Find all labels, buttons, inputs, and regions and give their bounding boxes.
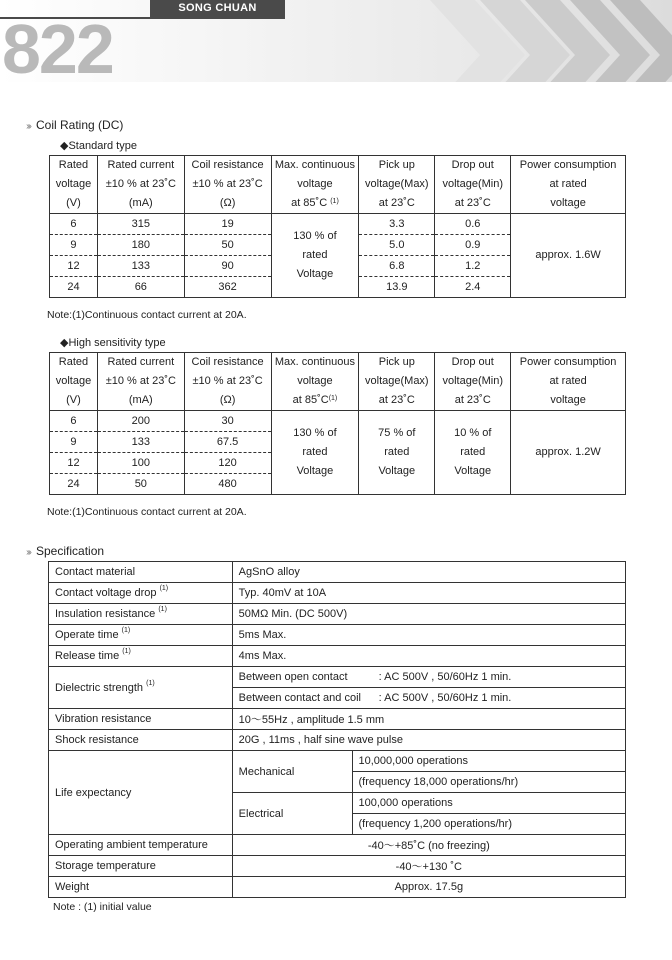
drop-out-cell: 2.4 [435, 277, 511, 298]
pick-up-cell: 75 % of rated Voltage [359, 411, 435, 495]
pick-up-header: Pick up voltage(Max) at 23˚C [359, 156, 435, 214]
power-consumption-header: Power consumption at rated voltage [511, 353, 626, 411]
spec-value: 10～55Hz , amplitude 1.5 mm [232, 709, 625, 730]
spec-label: Operate time $^{(1)}$ [49, 625, 233, 646]
current-cell: 315 [97, 214, 184, 235]
table-row [49, 562, 626, 583]
standard-note: Note:(1)Continuous contact current at 20A. [47, 309, 247, 321]
voltage-cell: 24 [50, 277, 98, 298]
drop-out-cell: 0.9 [435, 235, 511, 256]
voltage-cell: 9 [50, 235, 98, 256]
double-chevron-icon: ››› [26, 547, 30, 558]
spec-label: Dielectric strength $^{(1)}$ [49, 667, 233, 709]
drop-out-header: Drop out voltage(Min) at 23˚C [435, 353, 511, 411]
table-row [49, 646, 626, 667]
spec-value: Between open contact : AC 500V , 50/60Hz 1 min. [232, 667, 625, 688]
spec-label: Release time $^{(1)}$ [49, 646, 233, 667]
pick-up-header: Pick up voltage(Max) at 23˚C [359, 353, 435, 411]
drop-out-cell: 0.6 [435, 214, 511, 235]
voltage-cell: 12 [50, 256, 98, 277]
rated-voltage-header: Rated voltage (V) [50, 353, 98, 411]
voltage-cell: 6 [50, 411, 98, 432]
life-sub-label: Mechanical [232, 751, 352, 793]
spec-value: 5ms Max. [232, 625, 625, 646]
resistance-cell: 120 [184, 453, 271, 474]
model-number: 822 [2, 10, 113, 82]
table-header-row [50, 353, 626, 411]
coil-rating-heading [26, 118, 123, 132]
current-cell: 50 [97, 474, 184, 495]
high-sensitivity-coil-table [49, 352, 626, 495]
table-header-row [50, 156, 626, 214]
high-sensitivity-title: ◆High sensitivity type [60, 337, 166, 349]
current-cell: 133 [97, 256, 184, 277]
high-sensitivity-note: Note:(1)Continuous contact current at 20A. [47, 506, 247, 518]
coil-resistance-header: Coil resistance ±10 % at 23˚C (Ω) [184, 353, 271, 411]
table-row [49, 625, 626, 646]
current-cell: 133 [97, 432, 184, 453]
spec-label: Weight [49, 877, 233, 898]
spec-value: 50MΩ Min. (DC 500V) [232, 604, 625, 625]
spec-label: Contact material [49, 562, 233, 583]
current-cell: 180 [97, 235, 184, 256]
specification-table [48, 561, 626, 898]
resistance-cell: 480 [184, 474, 271, 495]
spec-label: Contact voltage drop $^{(1)}$ [49, 583, 233, 604]
spec-value: Between contact and coil : AC 500V , 50/60Hz 1 min. [232, 688, 625, 709]
voltage-cell: 12 [50, 453, 98, 474]
spec-value: Typ. 40mV at 10A [232, 583, 625, 604]
specification-heading [26, 544, 104, 558]
table-row [49, 856, 626, 877]
table-row [49, 709, 626, 730]
spec-value: (frequency 18,000 operations/hr) [352, 772, 625, 793]
specification-title: Specification [36, 544, 105, 558]
rated-current-header: Rated current ±10 % at 23˚C (mA) [97, 353, 184, 411]
spec-label: Vibration resistance [49, 709, 233, 730]
table-row [49, 751, 626, 772]
spec-value: AgSnO alloy [232, 562, 625, 583]
current-cell: 100 [97, 453, 184, 474]
spec-value: 4ms Max. [232, 646, 625, 667]
spec-label: Life expectancy [49, 751, 233, 835]
rated-voltage-header: Rated voltage (V) [50, 156, 98, 214]
resistance-cell: 30 [184, 411, 271, 432]
coil-resistance-header: Coil resistance ±10 % at 23˚C (Ω) [184, 156, 271, 214]
life-sub-label: Electrical [232, 793, 352, 835]
coil-rating-title: Coil Rating (DC) [36, 118, 124, 132]
table-row [49, 877, 626, 898]
resistance-cell: 90 [184, 256, 271, 277]
page-header [0, 0, 672, 82]
table-row [49, 835, 626, 856]
double-chevron-icon: ››› [26, 121, 30, 132]
standard-coil-table [49, 155, 626, 298]
spec-value: -40～+130 ˚C [232, 856, 625, 877]
spec-value: 20G , 11ms , half sine wave pulse [232, 730, 625, 751]
resistance-cell: 67.5 [184, 432, 271, 453]
max-continuous-header: Max. continuous voltage at 85˚C $^{(1)}$ [271, 156, 359, 214]
voltage-cell: 9 [50, 432, 98, 453]
specification-note: Note : (1) initial value [53, 901, 152, 913]
current-cell: 200 [97, 411, 184, 432]
resistance-cell: 50 [184, 235, 271, 256]
power-cell: approx. 1.6W [511, 214, 626, 298]
resistance-cell: 19 [184, 214, 271, 235]
drop-out-cell: 10 % of rated Voltage [435, 411, 511, 495]
standard-type-title: ◆Standard type [60, 140, 137, 152]
brand-name: SONG CHUAN [178, 2, 257, 14]
pick-up-cell: 5.0 [359, 235, 435, 256]
table-row [50, 411, 626, 432]
max-continuous-cell: 130 % of rated Voltage [271, 411, 359, 495]
spec-value: (frequency 1,200 operations/hr) [352, 814, 625, 835]
pick-up-cell: 6.8 [359, 256, 435, 277]
resistance-cell: 362 [184, 277, 271, 298]
rated-current-header: Rated current ±10 % at 23˚C (mA) [97, 156, 184, 214]
table-row [49, 730, 626, 751]
max-continuous-cell: 130 % of rated Voltage [271, 214, 359, 298]
drop-out-header: Drop out voltage(Min) at 23˚C [435, 156, 511, 214]
spec-value: Approx. 17.5g [232, 877, 625, 898]
spec-value: 10,000,000 operations [352, 751, 625, 772]
current-cell: 66 [97, 277, 184, 298]
power-consumption-header: Power consumption at rated voltage [511, 156, 626, 214]
pick-up-cell: 13.9 [359, 277, 435, 298]
spec-label: Storage temperature [49, 856, 233, 877]
spec-label: Shock resistance [49, 730, 233, 751]
spec-label: Insulation resistance $^{(1)}$ [49, 604, 233, 625]
spec-value: -40～+85˚C (no freezing) [232, 835, 625, 856]
power-cell: approx. 1.2W [511, 411, 626, 495]
voltage-cell: 24 [50, 474, 98, 495]
spec-value: 100,000 operations [352, 793, 625, 814]
table-row [49, 604, 626, 625]
max-continuous-header: Max. continuous voltage at $85˚C^{(1)}$ [271, 353, 359, 411]
table-row [49, 667, 626, 688]
table-row [49, 583, 626, 604]
pick-up-cell: 3.3 [359, 214, 435, 235]
table-row [50, 214, 626, 235]
spec-label: Operating ambient temperature [49, 835, 233, 856]
drop-out-cell: 1.2 [435, 256, 511, 277]
voltage-cell: 6 [50, 214, 98, 235]
